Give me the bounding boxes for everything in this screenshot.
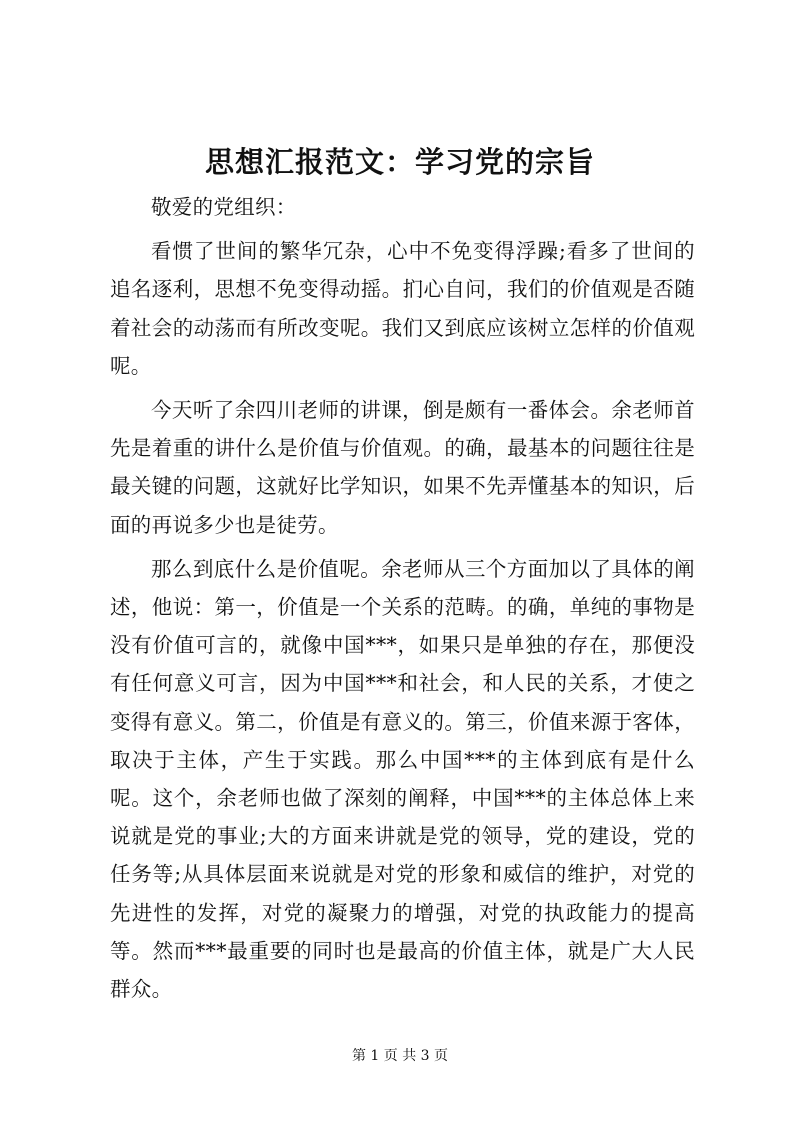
paragraph-3: 那么到底什么是价值呢。余老师从三个方面加以了具体的阐述，他说：第一，价值是一个关系的范畴。的确，单纯的事物是没有价值可言的，就像中国***，如果只是单独的存在，那便没有任何意义可言，因为中国***和社会，和人民的关系，才使之变得有意义。第二，价值是有意义的。第三，价值来源于客体，取决于主体，产生于实践。那么中国***的主体到底有是什么呢。这个，余老师也做了深刻的阐释，中国***的主体总体上来说就是党的事业;大的方面来讲就是党的领导，党的建设，党的任务等;从具体层面来说就是对党的形象和威信的维护，对党的先进性的发挥，对党的凝聚力的增强，对党的执政能力的提高等。然而***最重要的同时也是最高的价值主体，就是广大人民群众。	[110, 556, 695, 1002]
document-title: 思想汇报范文：学习党的宗旨	[204, 145, 595, 179]
page-footer: 第 1 页 共 3 页	[351, 1048, 449, 1064]
salutation: 敬爱的党组织：	[151, 195, 297, 219]
paragraph-2: 今天听了余四川老师的讲课，倒是颇有一番体会。余老师首先是着重的讲什么是价值与价值观。的确，最基本的问题往往是最关键的问题，这就好比学知识，如果不先弄懂基本的知识，后面的再说多少也是徒劳。	[110, 398, 695, 537]
document-body	[110, 188, 695, 1014]
paragraph-1: 看惯了世间的繁华冗杂，心中不免变得浮躁;看多了世间的追名逐利，思想不免变得动摇。扪心自问，我们的价值观是否随着社会的动荡而有所改变呢。我们又到底应该树立怎样的价值观呢。	[110, 239, 695, 378]
